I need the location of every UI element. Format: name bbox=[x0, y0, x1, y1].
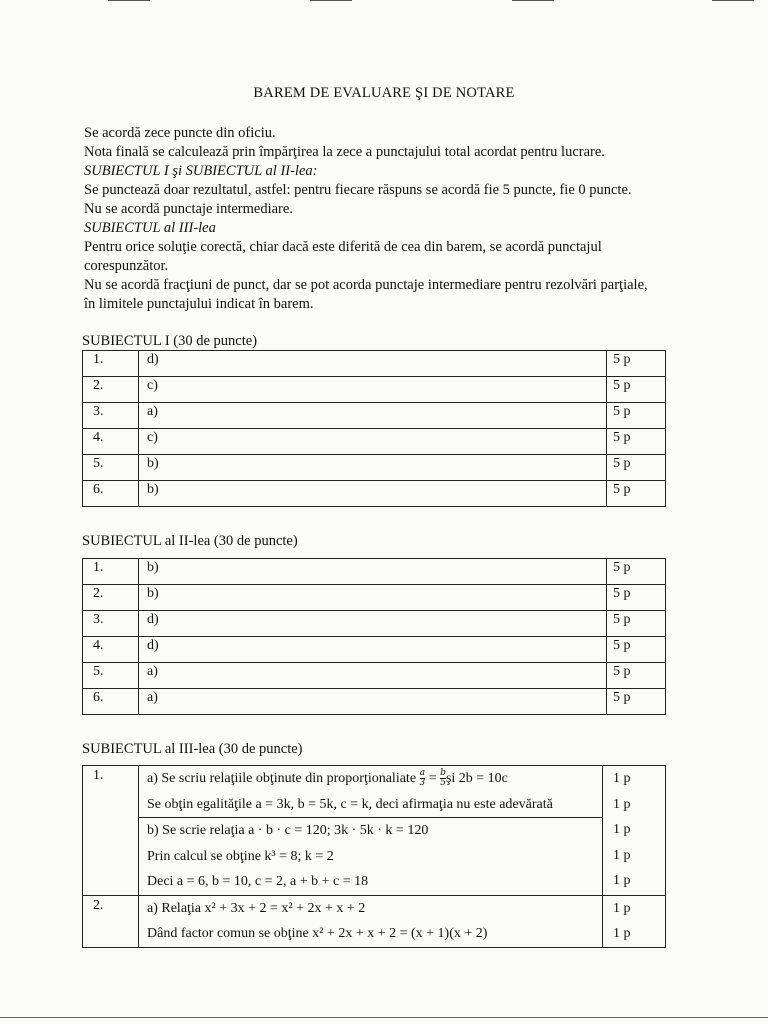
question-number: 6. bbox=[83, 689, 139, 715]
points-cell: 5 p bbox=[607, 585, 666, 611]
points-cell: 5 p bbox=[607, 455, 666, 481]
answer-cell: d) bbox=[139, 611, 607, 637]
points-cell: 5 p bbox=[607, 611, 666, 637]
answer-cell: a) bbox=[139, 689, 607, 715]
points-value: 1 p bbox=[613, 900, 631, 916]
points-column bbox=[603, 766, 666, 896]
question-number: 3. bbox=[83, 611, 139, 637]
points-value: 1 p bbox=[613, 926, 631, 941]
scan-bottom-edge bbox=[0, 1017, 768, 1018]
table-row bbox=[83, 429, 666, 455]
table-row bbox=[83, 481, 666, 507]
section-1-table bbox=[82, 350, 666, 507]
table-row bbox=[83, 663, 666, 689]
scan-edge-mark bbox=[108, 0, 150, 1]
question-number: 2. bbox=[83, 585, 139, 611]
table-row bbox=[83, 455, 666, 481]
points-value: 1 p bbox=[613, 771, 631, 786]
question-content bbox=[139, 895, 603, 947]
table-row bbox=[83, 611, 666, 637]
fraction-denominator: 5 bbox=[440, 778, 446, 789]
intro-instructions bbox=[84, 124, 684, 314]
answer-cell: d) bbox=[139, 637, 607, 663]
question-number: 2. bbox=[83, 895, 139, 947]
solution-line: a) Relaţia x² + 3x + 2 = x² + 2x + x + 2 bbox=[147, 900, 366, 916]
subquestion-b bbox=[139, 818, 602, 895]
question-number: 3. bbox=[83, 403, 139, 429]
points-cell: 5 p bbox=[607, 429, 666, 455]
solution-line: Dând factor comun se obţine x² + 2x + x + 2 = (x + 1)(x + 2) bbox=[147, 926, 488, 941]
section-3-label: SUBIECTUL al III-lea (30 de puncte) bbox=[82, 741, 303, 757]
section-3-table bbox=[82, 765, 666, 948]
question-number: 2. bbox=[83, 377, 139, 403]
section-1-label: SUBIECTUL I (30 de puncte) bbox=[82, 333, 258, 349]
question-number: 1. bbox=[83, 766, 139, 896]
table-row bbox=[83, 895, 666, 947]
points-cell: 5 p bbox=[607, 559, 666, 585]
answer-cell: b) bbox=[139, 455, 607, 481]
points-cell: 5 p bbox=[607, 689, 666, 715]
table-row bbox=[83, 585, 666, 611]
table-row bbox=[83, 766, 666, 896]
solution-text: a) Se scriu relaţiile obţinute din proporţionaliate bbox=[147, 771, 420, 786]
subquestion-a bbox=[139, 766, 602, 818]
scan-edge-mark bbox=[512, 0, 554, 1]
points-value: 1 p bbox=[613, 822, 631, 837]
question-number: 4. bbox=[83, 637, 139, 663]
intro-line: Nota finală se calculează prin împărţirea la zece a punctajului total acordat pentru lucrare. bbox=[84, 144, 605, 160]
points-cell: 5 p bbox=[607, 481, 666, 507]
points-value: 1 p bbox=[613, 873, 631, 888]
table-row bbox=[83, 403, 666, 429]
section-2-table bbox=[82, 558, 666, 715]
scan-edge-mark bbox=[310, 0, 352, 1]
fraction-numerator: a bbox=[419, 768, 426, 779]
answer-cell: c) bbox=[139, 429, 607, 455]
intro-line: SUBIECTUL al III-lea bbox=[84, 220, 216, 236]
intro-line: Se punctează doar rezultatul, astfel: pentru fiecare răspuns se acordă fie 5 puncte, fie 0 puncte. bbox=[84, 182, 632, 198]
question-number: 5. bbox=[83, 663, 139, 689]
scan-edge-mark bbox=[712, 0, 754, 1]
equals-sign: = bbox=[425, 771, 441, 786]
question-content bbox=[139, 766, 603, 896]
answer-cell: b) bbox=[139, 559, 607, 585]
fraction-denominator: 3 bbox=[419, 778, 426, 789]
question-number: 6. bbox=[83, 481, 139, 507]
table-row bbox=[83, 637, 666, 663]
intro-line: Se acordă zece puncte din oficiu. bbox=[84, 125, 276, 141]
table-row bbox=[83, 351, 666, 377]
solution-line: Prin calcul se obţine k³ = 8; k = 2 bbox=[147, 848, 334, 864]
question-number: 1. bbox=[83, 559, 139, 585]
solution-line: Deci a = 6, b = 10, c = 2, a + b + c = 18 bbox=[147, 874, 369, 889]
answer-cell: a) bbox=[139, 663, 607, 689]
intro-line: Pentru orice soluţie corectă, chiar dacă este diferită de cea din barem, se acordă punctajul corespunzător. bbox=[84, 239, 602, 274]
question-number: 1. bbox=[83, 351, 139, 377]
intro-line: SUBIECTUL I şi SUBIECTUL al II-lea: bbox=[84, 163, 318, 179]
solution-line: b) Se scrie relaţia a · b · c = 120; 3k · 5k · k = 120 bbox=[147, 823, 429, 838]
answer-cell: a) bbox=[139, 403, 607, 429]
answer-cell: c) bbox=[139, 377, 607, 403]
solution-line: Se obţin egalităţile a = 3k, b = 5k, c = k, deci afirmaţia nu este adevărată bbox=[147, 796, 553, 812]
points-cell: 5 p bbox=[607, 637, 666, 663]
answer-cell: d) bbox=[139, 351, 607, 377]
points-cell: 5 p bbox=[607, 351, 666, 377]
table-row bbox=[83, 559, 666, 585]
intro-line: Nu se acordă fracţiuni de punct, dar se pot acorda punctaje intermediare pentru rezolvări parţiale, în limitele punctajului indicat în barem. bbox=[84, 277, 648, 312]
answer-cell: b) bbox=[139, 585, 607, 611]
points-cell: 5 p bbox=[607, 663, 666, 689]
points-value: 1 p bbox=[613, 847, 631, 863]
points-cell: 5 p bbox=[607, 403, 666, 429]
question-number: 4. bbox=[83, 429, 139, 455]
table-row bbox=[83, 689, 666, 715]
points-cell: 5 p bbox=[607, 377, 666, 403]
fraction-numerator: b bbox=[440, 768, 446, 779]
points-column bbox=[603, 895, 666, 947]
section-2-label: SUBIECTUL al II-lea (30 de puncte) bbox=[82, 533, 298, 549]
intro-line: Nu se acordă punctaje intermediare. bbox=[84, 201, 293, 217]
answer-cell: b) bbox=[139, 481, 607, 507]
points-value: 1 p bbox=[613, 796, 631, 812]
question-number: 5. bbox=[83, 455, 139, 481]
solution-text: şi 2b = 10c bbox=[445, 771, 508, 786]
solution-line bbox=[139, 766, 602, 792]
table-row bbox=[83, 377, 666, 403]
document-title: BAREM DE EVALUARE ŞI DE NOTARE bbox=[253, 85, 515, 101]
